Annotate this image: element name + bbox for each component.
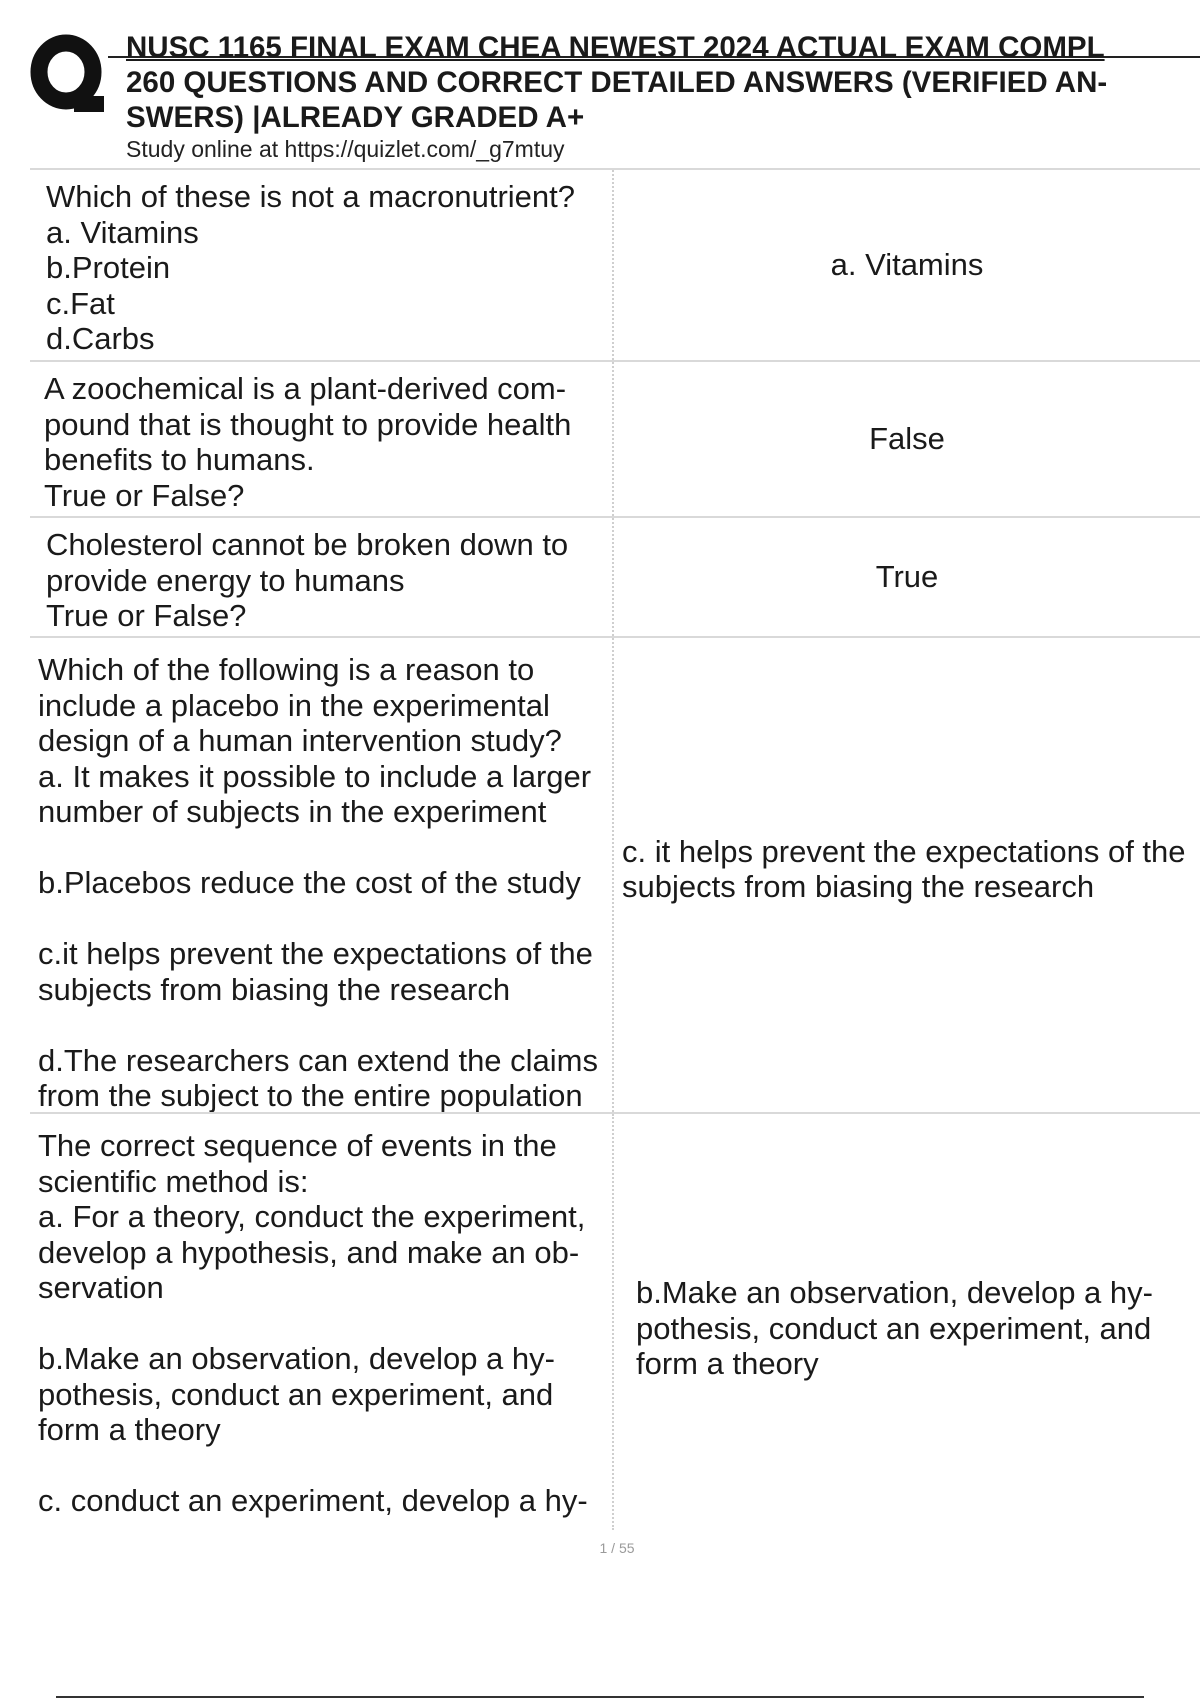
document-header: [126, 30, 1200, 163]
question-text: Which of these is not a macronutrient? a. Vitamins b.Protein c.Fat d.Carbs: [46, 179, 575, 356]
document-title-line-2: 260 QUESTIONS AND CORRECT DETAILED ANSWERS (VERIFIED AN-: [126, 66, 1108, 99]
answer-text: c. it helps prevent the expectations of the subjects from biasing the research: [622, 833, 1186, 904]
flashcard-row: [30, 168, 1200, 360]
answer-text: b.Make an observation, develop a hy- pothesis, conduct an experiment, and form a theory: [636, 1275, 1153, 1381]
flashcard-list: [30, 168, 1200, 1530]
question-text: Cholesterol cannot be broken down to provide energy to humans True or False?: [46, 527, 569, 633]
footer-rule: [56, 1696, 1144, 1698]
flashcard-row: [30, 636, 1200, 1112]
flashcard-row: [30, 516, 1200, 636]
flashcard-row: [30, 360, 1200, 516]
study-online-link[interactable]: Study online at https://quizlet.com/_g7mtuy: [126, 136, 565, 162]
quizlet-logo: [30, 30, 106, 116]
page-number: 1 / 55: [599, 1540, 635, 1556]
answer-text: False: [869, 421, 945, 457]
document-title-line-3: SWERS) |ALREADY GRADED A+: [126, 101, 585, 134]
document-title-line-1: NUSC 1165 FINAL EXAM CHEA NEWEST 2024 ACTUAL EXAM COMPL: [126, 31, 1105, 64]
answer-text: True: [875, 559, 939, 595]
answer-text: a. Vitamins: [830, 247, 984, 283]
question-text: A zoochemical is a plant-derived com- pound that is thought to provide health benefits to humans. True or False?: [44, 371, 572, 513]
flashcard-row: [30, 1112, 1200, 1530]
question-text: The correct sequence of events in the scientific method is: a. For a theory, conduct the experiment, develop a hypothesis, and make an ob- servation b.Make an observation, develop a hy- pothesis, conduct an experiment, and form a theory c. conduct an experiment, develop a hy-: [38, 1128, 588, 1518]
question-text: Which of the following is a reason to include a placebo in the experimental design of a human intervention study? a. It makes it possible to include a larger number of subjects in the experiment b.Placebos reduce the cost of the study c.it helps prevent the expectations of the subjects from biasing the research d.The researchers can extend the claims from the subject to the entire population: [38, 652, 598, 1113]
